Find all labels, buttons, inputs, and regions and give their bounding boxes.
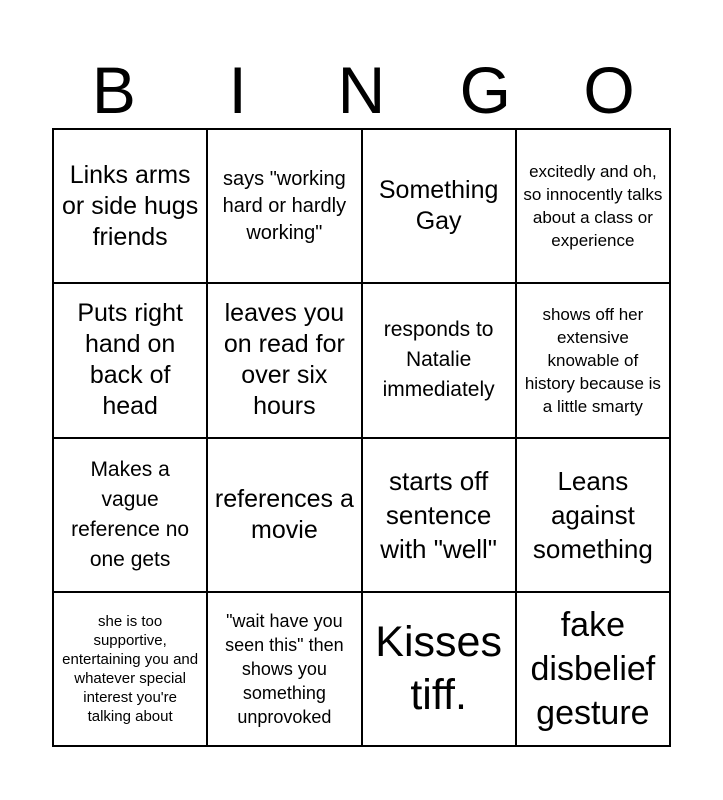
cell-text: leaves you on read for over six hours [223, 299, 345, 421]
bingo-cell[interactable] [362, 592, 516, 746]
bingo-cell[interactable] [53, 283, 207, 437]
cell-text: Links arms or side hugs friends [62, 160, 199, 251]
bingo-cell[interactable] [207, 438, 361, 592]
bingo-cell[interactable] [362, 129, 516, 283]
cell-text: Something Gay [378, 176, 499, 236]
cell-text: responds to Natalie immediately [382, 318, 495, 402]
cell-text: excitedly and oh, so innocently talks about a class or experience [523, 162, 663, 251]
bingo-cell[interactable] [516, 592, 670, 746]
bingo-cell[interactable] [53, 129, 207, 283]
cell-text: shows off her extensive knowable of history because is a little smarty [524, 304, 661, 416]
cell-text: Leans against something [532, 465, 653, 564]
bingo-cell[interactable] [207, 283, 361, 437]
bingo-cell[interactable] [516, 438, 670, 592]
bingo-cell[interactable] [362, 283, 516, 437]
bingo-header [52, 52, 671, 128]
cell-text: Kisses tiff. [375, 617, 502, 719]
bingo-cell[interactable] [53, 592, 207, 746]
bingo-cell[interactable] [207, 592, 361, 746]
bingo-cell[interactable] [53, 438, 207, 592]
cell-text: "wait have you seen this" then shows you something unprovoked [225, 610, 344, 727]
cell-text: Puts right hand on back of head [77, 299, 183, 421]
bingo-cell[interactable] [207, 129, 361, 283]
bingo-grid [52, 128, 671, 747]
bingo-cell[interactable] [516, 283, 670, 437]
header-letter-n: N [337, 53, 386, 127]
cell-text: Makes a vague reference no one gets [71, 457, 190, 571]
header-letter-b: B [91, 53, 136, 127]
bingo-cell[interactable] [516, 129, 670, 283]
cell-text: she is too supportive, entertaining you and whatever special interest you're talking about [62, 612, 199, 725]
cell-text: starts off sentence with "well" [380, 465, 497, 564]
cell-text: says "working hard or hardly working" [222, 167, 347, 244]
bingo-cell[interactable] [362, 438, 516, 592]
cell-text: fake disbelief gesture [530, 605, 656, 732]
header-letter-o: O [583, 53, 635, 127]
cell-text: references a movie [214, 484, 354, 544]
header-letter-i: I [228, 53, 247, 127]
header-letter-g: G [459, 53, 511, 127]
